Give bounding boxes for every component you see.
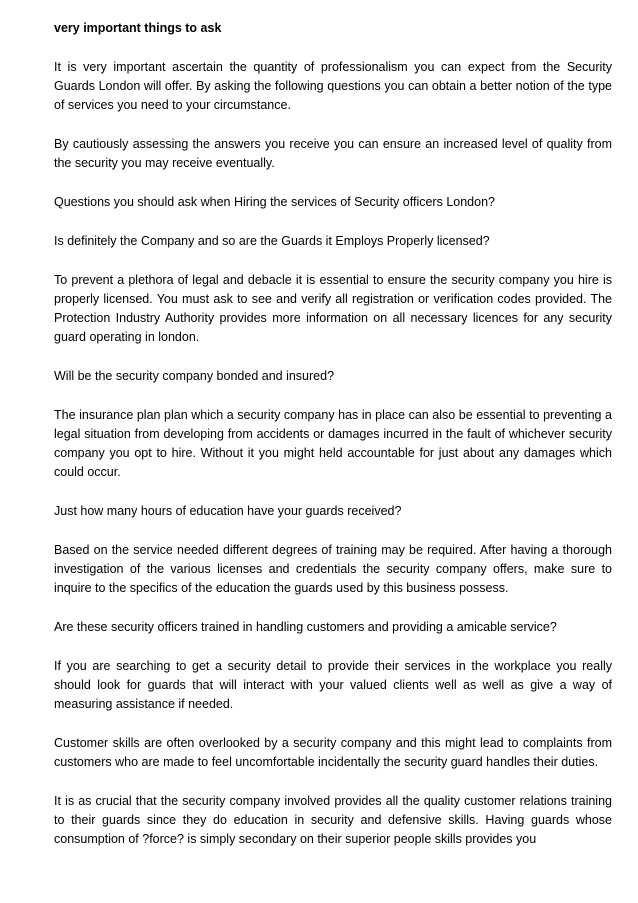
paragraph-customer-skills: Customer skills are often overlooked by a security company and this might lead to complaints from customers who are made to feel uncomfortable incidentally the security guard handles their duties. (54, 736, 612, 769)
paragraph-training: Based on the service needed different degrees of training may be required. After having a thorough investigation of the various licenses and credentials the security company offers, make sure to inquire to the specifics of the education the guards used by this business possess. (54, 543, 612, 595)
question-heading-education: Just how many hours of education have your guards received? (54, 504, 402, 518)
paragraph-licensing: To prevent a plethora of legal and debacle it is essential to ensure the security company you hire is properly licensed. You must ask to see and verify all registration or verification codes provided. The Protection Industry Authority provides more information on all necessary licences for any security guard operating in london. (54, 273, 612, 344)
document-title: very important things to ask (54, 21, 222, 35)
question-heading-licensed: Is definitely the Company and so are the Guards it Employs Properly licensed? (54, 234, 490, 248)
paragraph-crucial: It is as crucial that the security company involved provides all the quality customer relations training to their guards since they do education in security and defensive skills. Having guards whose consumption of ?force? is simply secondary on their superior people skills provides you (54, 794, 612, 846)
question-heading-bonded: Will be the security company bonded and insured? (54, 369, 335, 383)
document-body (54, 19, 612, 869)
paragraph-intro: It is very important ascertain the quantity of professionalism you can expect from the Security Guards London will offer. By asking the following questions you can obtain a better notion of the type of services you need to your circumstance. (54, 60, 612, 112)
question-heading-hiring: Questions you should ask when Hiring the services of Security officers London? (54, 195, 495, 209)
paragraph-workplace: If you are searching to get a security detail to provide their services in the workplace you really should look for guards that will interact with your valued clients well as well as give a way of measuring assistance if needed. (54, 659, 612, 711)
paragraph-assessing: By cautiously assessing the answers you receive you can ensure an increased level of quality from the security you may receive eventually. (54, 137, 612, 170)
question-heading-customers: Are these security officers trained in handling customers and providing a amicable service? (54, 620, 557, 634)
paragraph-insurance: The insurance plan plan which a security company has in place can also be essential to preventing a legal situation from developing from accidents or damages incurred in the fault of whichever security company you opt to hire. Without it you might held accountable for just about any damages which could occur. (54, 408, 612, 479)
